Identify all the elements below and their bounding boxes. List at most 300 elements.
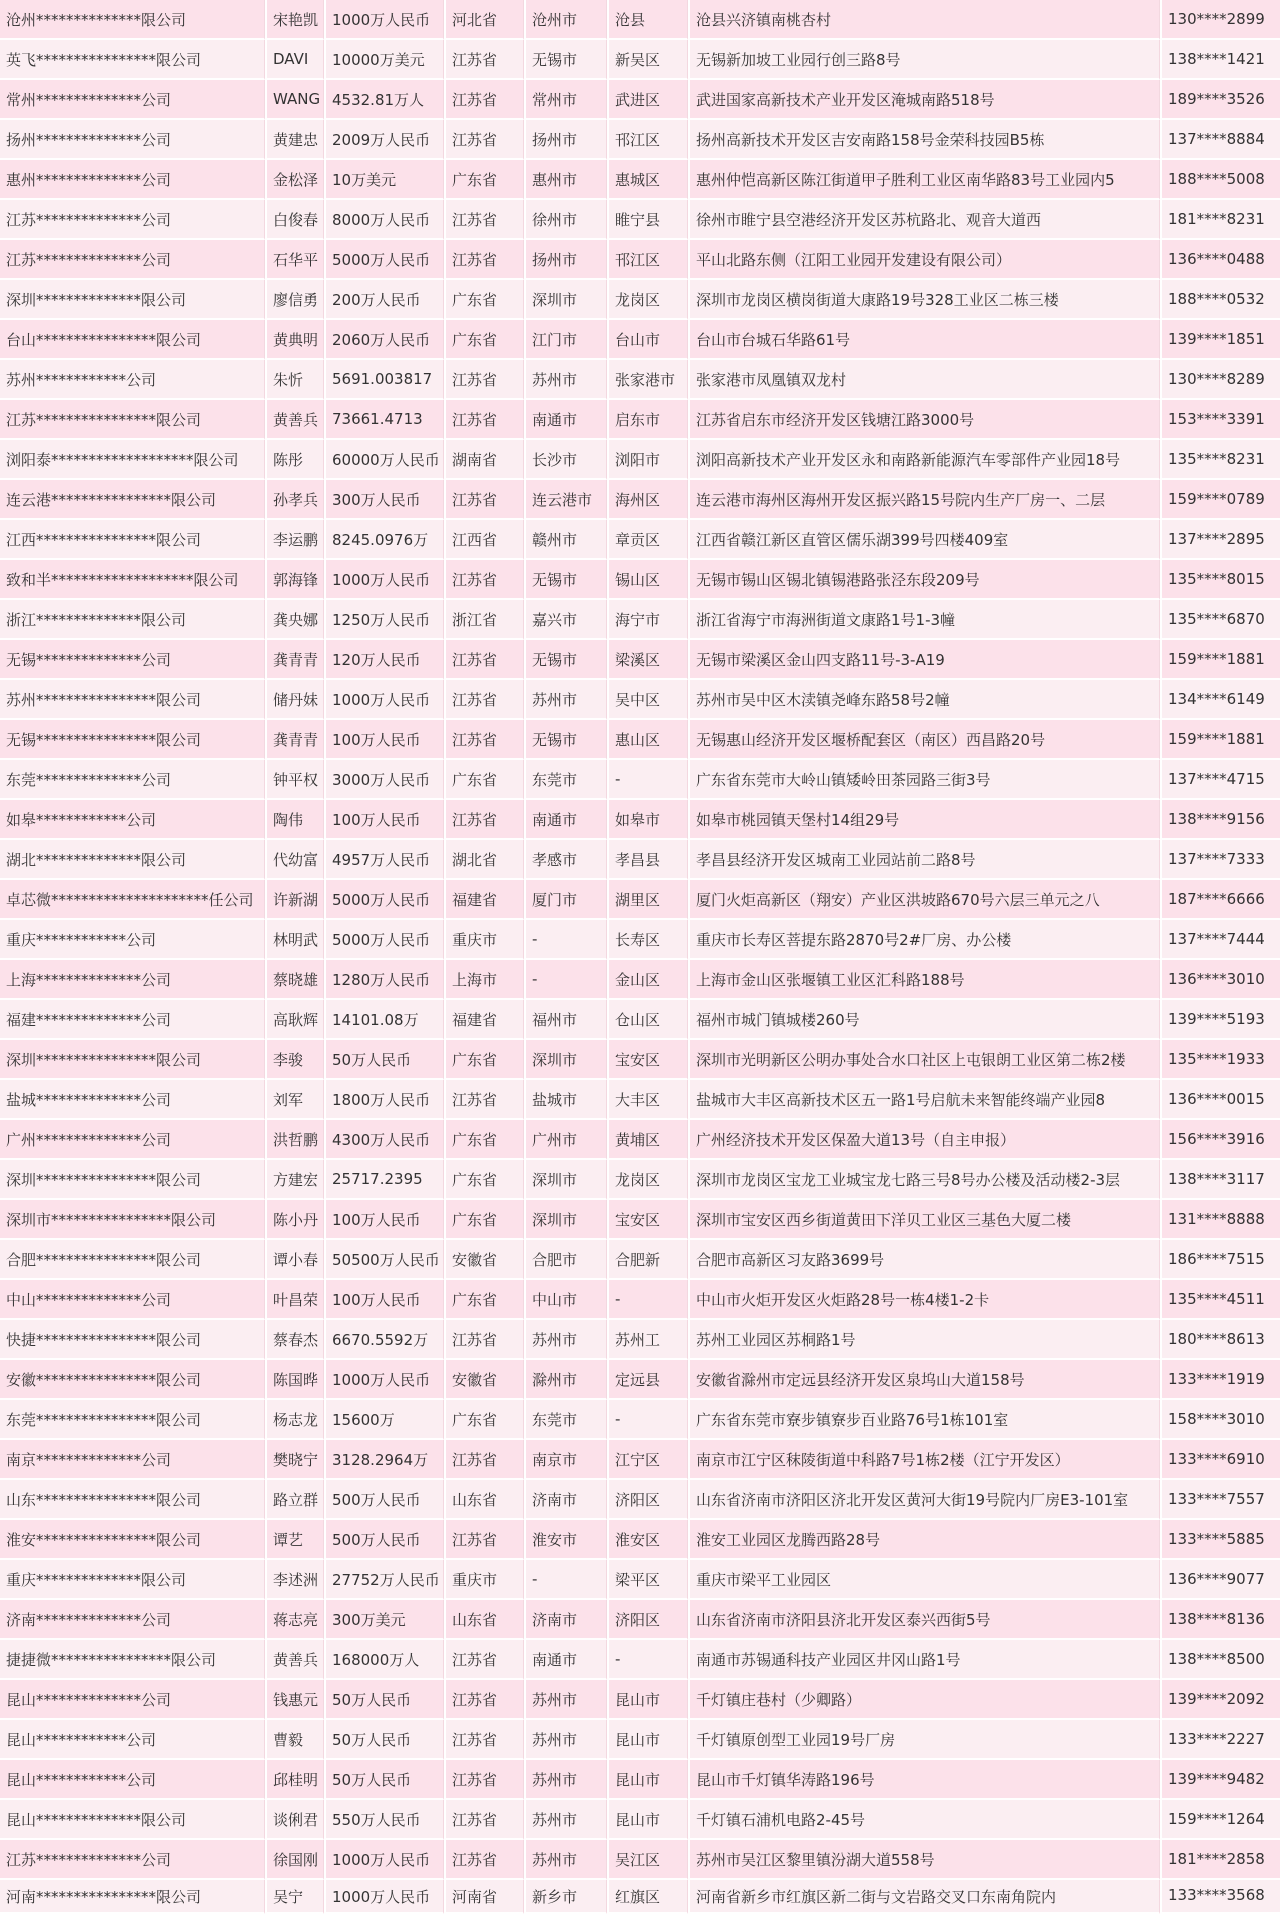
cell-legal-rep: 徐国刚: [267, 1840, 324, 1880]
cell-province: 江苏省: [446, 1520, 524, 1560]
cell-city: 苏州市: [526, 1800, 607, 1840]
cell-phone: 137****7444: [1162, 920, 1280, 960]
cell-district: 江宁区: [609, 1440, 688, 1480]
cell-address: 无锡惠山经济开发区堰桥配套区（南区）西昌路20号: [690, 720, 1160, 760]
cell-district: 梁溪区: [609, 640, 688, 680]
cell-registered-capital: 8000万人民币: [326, 200, 444, 240]
cell-phone: 181****8231: [1162, 200, 1280, 240]
cell-company-name: 山东****************限公司: [0, 1480, 265, 1520]
cell-district: 睢宁县: [609, 200, 688, 240]
table-row: [0, 880, 1280, 920]
cell-company-name: 沧州**************限公司: [0, 0, 265, 40]
cell-address: 江苏省启东市经济开发区钱塘江路3000号: [690, 400, 1160, 440]
cell-province: 江苏省: [446, 1680, 524, 1720]
cell-address: 千灯镇石浦机电路2-45号: [690, 1800, 1160, 1840]
cell-legal-rep: WANG: [267, 80, 324, 120]
cell-phone: 133****1919: [1162, 1360, 1280, 1400]
cell-company-name: 南京**************公司: [0, 1440, 265, 1480]
cell-registered-capital: 25717.2395: [326, 1160, 444, 1200]
cell-phone: 159****1881: [1162, 640, 1280, 680]
cell-province: 河南省: [446, 1880, 524, 1914]
cell-province: 浙江省: [446, 600, 524, 640]
cell-address: 张家港市凤凰镇双龙村: [690, 360, 1160, 400]
cell-legal-rep: 林明武: [267, 920, 324, 960]
cell-city: 赣州市: [526, 520, 607, 560]
table-row: [0, 1240, 1280, 1280]
cell-legal-rep: 陈国晔: [267, 1360, 324, 1400]
cell-legal-rep: 孙孝兵: [267, 480, 324, 520]
cell-legal-rep: 许新湖: [267, 880, 324, 920]
cell-address: 无锡市锡山区锡北镇锡港路张泾东段209号: [690, 560, 1160, 600]
cell-province: 江苏省: [446, 1720, 524, 1760]
cell-phone: 139****2092: [1162, 1680, 1280, 1720]
cell-registered-capital: 5000万人民币: [326, 920, 444, 960]
table-row: [0, 1880, 1280, 1914]
cell-city: 苏州市: [526, 1320, 607, 1360]
cell-phone: 188****0532: [1162, 280, 1280, 320]
cell-phone: 137****8884: [1162, 120, 1280, 160]
cell-city: 嘉兴市: [526, 600, 607, 640]
cell-province: 河北省: [446, 0, 524, 40]
table-row: [0, 120, 1280, 160]
cell-district: 如皋市: [609, 800, 688, 840]
cell-registered-capital: 10万美元: [326, 160, 444, 200]
cell-phone: 138****1421: [1162, 40, 1280, 80]
cell-registered-capital: 1250万人民币: [326, 600, 444, 640]
cell-city: 济南市: [526, 1600, 607, 1640]
cell-address: 苏州工业园区苏桐路1号: [690, 1320, 1160, 1360]
cell-legal-rep: 李述洲: [267, 1560, 324, 1600]
cell-company-name: 昆山************公司: [0, 1720, 265, 1760]
cell-phone: 138****8136: [1162, 1600, 1280, 1640]
cell-legal-rep: 龚央娜: [267, 600, 324, 640]
cell-phone: 139****9482: [1162, 1760, 1280, 1800]
cell-province: 广东省: [446, 1200, 524, 1240]
cell-registered-capital: 5691.003817: [326, 360, 444, 400]
cell-company-name: 浙江**************限公司: [0, 600, 265, 640]
cell-address: 浙江省海宁市海洲街道文康路1号1-3幢: [690, 600, 1160, 640]
table-row: [0, 1440, 1280, 1480]
cell-registered-capital: 8245.0976万: [326, 520, 444, 560]
cell-city: 东莞市: [526, 760, 607, 800]
table-row: [0, 840, 1280, 880]
cell-city: 徐州市: [526, 200, 607, 240]
table-row: [0, 800, 1280, 840]
cell-address: 昆山市千灯镇华涛路196号: [690, 1760, 1160, 1800]
cell-province: 安徽省: [446, 1360, 524, 1400]
cell-company-name: 东莞****************限公司: [0, 1400, 265, 1440]
cell-company-name: 捷捷微****************限公司: [0, 1640, 265, 1680]
cell-company-name: 台山****************限公司: [0, 320, 265, 360]
cell-registered-capital: 3128.2964万: [326, 1440, 444, 1480]
cell-legal-rep: 白俊春: [267, 200, 324, 240]
cell-registered-capital: 27752万人民币: [326, 1560, 444, 1600]
cell-province: 广东省: [446, 1400, 524, 1440]
cell-legal-rep: 宋艳凯: [267, 0, 324, 40]
cell-district: 长寿区: [609, 920, 688, 960]
cell-address: 千灯镇原创型工业园19号厂房: [690, 1720, 1160, 1760]
cell-company-name: 惠州**************公司: [0, 160, 265, 200]
cell-company-name: 上海**************公司: [0, 960, 265, 1000]
cell-city: 南通市: [526, 1640, 607, 1680]
cell-address: 福州市城门镇城楼260号: [690, 1000, 1160, 1040]
cell-legal-rep: 郭海锋: [267, 560, 324, 600]
table-row: [0, 1200, 1280, 1240]
cell-registered-capital: 300万美元: [326, 1600, 444, 1640]
cell-district: 浏阳市: [609, 440, 688, 480]
cell-phone: 130****8289: [1162, 360, 1280, 400]
cell-phone: 136****0015: [1162, 1080, 1280, 1120]
cell-company-name: 江苏**************公司: [0, 1840, 265, 1880]
cell-company-name: 重庆************公司: [0, 920, 265, 960]
cell-company-name: 东莞**************公司: [0, 760, 265, 800]
cell-district: 邗江区: [609, 240, 688, 280]
cell-registered-capital: 100万人民币: [326, 1280, 444, 1320]
table-row: [0, 1360, 1280, 1400]
cell-company-name: 昆山************公司: [0, 1760, 265, 1800]
table-row: [0, 40, 1280, 80]
cell-city: -: [526, 1560, 607, 1600]
cell-legal-rep: 吴宁: [267, 1880, 324, 1914]
cell-legal-rep: 路立群: [267, 1480, 324, 1520]
cell-district: 济阳区: [609, 1480, 688, 1520]
cell-phone: 158****3010: [1162, 1400, 1280, 1440]
cell-address: 扬州高新技术开发区吉安南路158号金荣科技园B5栋: [690, 120, 1160, 160]
table-row: [0, 1600, 1280, 1640]
cell-district: 仓山区: [609, 1000, 688, 1040]
cell-phone: 131****8888: [1162, 1200, 1280, 1240]
cell-registered-capital: 50万人民币: [326, 1680, 444, 1720]
cell-province: 广东省: [446, 1160, 524, 1200]
cell-city: 苏州市: [526, 1840, 607, 1880]
cell-registered-capital: 300万人民币: [326, 480, 444, 520]
table-row: [0, 1720, 1280, 1760]
cell-company-name: 江西****************限公司: [0, 520, 265, 560]
cell-phone: 137****2895: [1162, 520, 1280, 560]
cell-legal-rep: 代幼富: [267, 840, 324, 880]
cell-city: 深圳市: [526, 1040, 607, 1080]
cell-registered-capital: 2009万人民币: [326, 120, 444, 160]
cell-phone: 137****4715: [1162, 760, 1280, 800]
cell-legal-rep: 谈俐君: [267, 1800, 324, 1840]
table-row: [0, 720, 1280, 760]
cell-city: 沧州市: [526, 0, 607, 40]
cell-city: 福州市: [526, 1000, 607, 1040]
table-row: [0, 440, 1280, 480]
cell-address: 武进国家高新技术产业开发区淹城南路518号: [690, 80, 1160, 120]
cell-legal-rep: 谭艺: [267, 1520, 324, 1560]
cell-province: 广东省: [446, 320, 524, 360]
cell-province: 江苏省: [446, 1760, 524, 1800]
cell-district: 济阳区: [609, 1600, 688, 1640]
cell-company-name: 深圳市****************限公司: [0, 1200, 265, 1240]
cell-phone: 187****6666: [1162, 880, 1280, 920]
cell-phone: 135****8231: [1162, 440, 1280, 480]
cell-city: 南京市: [526, 1440, 607, 1480]
cell-district: 启东市: [609, 400, 688, 440]
cell-province: 江苏省: [446, 560, 524, 600]
cell-company-name: 深圳****************限公司: [0, 1160, 265, 1200]
table-row: [0, 560, 1280, 600]
table-row: [0, 1480, 1280, 1520]
cell-phone: 136****3010: [1162, 960, 1280, 1000]
cell-province: 湖北省: [446, 840, 524, 880]
cell-phone: 133****3568: [1162, 1880, 1280, 1914]
cell-registered-capital: 4957万人民币: [326, 840, 444, 880]
table-row: [0, 1520, 1280, 1560]
cell-registered-capital: 1000万人民币: [326, 1360, 444, 1400]
cell-company-name: 重庆**************限公司: [0, 1560, 265, 1600]
cell-registered-capital: 500万人民币: [326, 1520, 444, 1560]
cell-city: -: [526, 920, 607, 960]
cell-city: 孝感市: [526, 840, 607, 880]
cell-registered-capital: 2060万人民币: [326, 320, 444, 360]
cell-district: 台山市: [609, 320, 688, 360]
cell-phone: 136****9077: [1162, 1560, 1280, 1600]
cell-legal-rep: 蒋志亮: [267, 1600, 324, 1640]
cell-district: 苏州工: [609, 1320, 688, 1360]
table-row: [0, 760, 1280, 800]
cell-phone: 133****5885: [1162, 1520, 1280, 1560]
cell-district: 新吴区: [609, 40, 688, 80]
cell-legal-rep: 樊晓宁: [267, 1440, 324, 1480]
table-row: [0, 320, 1280, 360]
cell-legal-rep: 高耿辉: [267, 1000, 324, 1040]
cell-address: 南通市苏锡通科技产业园区井冈山路1号: [690, 1640, 1160, 1680]
cell-district: 宝安区: [609, 1040, 688, 1080]
cell-address: 无锡新加坡工业园行创三路8号: [690, 40, 1160, 80]
cell-address: 连云港市海州区海州开发区振兴路15号院内生产厂房一、二层: [690, 480, 1160, 520]
cell-address: 广东省东莞市大岭山镇矮岭田茶园路三街3号: [690, 760, 1160, 800]
cell-registered-capital: 1000万人民币: [326, 560, 444, 600]
cell-district: 海州区: [609, 480, 688, 520]
table-row: [0, 600, 1280, 640]
cell-province: 江苏省: [446, 120, 524, 160]
cell-registered-capital: 15600万: [326, 1400, 444, 1440]
cell-province: 福建省: [446, 1000, 524, 1040]
cell-district: 昆山市: [609, 1760, 688, 1800]
cell-province: 江苏省: [446, 640, 524, 680]
cell-province: 江苏省: [446, 40, 524, 80]
cell-province: 广东省: [446, 160, 524, 200]
cell-address: 苏州市吴中区木渎镇尧峰东路58号2幢: [690, 680, 1160, 720]
cell-address: 平山北路东侧（江阳工业园开发建设有限公司）: [690, 240, 1160, 280]
cell-phone: 135****1933: [1162, 1040, 1280, 1080]
cell-phone: 159****1264: [1162, 1800, 1280, 1840]
table-row: [0, 520, 1280, 560]
cell-address: 重庆市长寿区菩提东路2870号2#厂房、办公楼: [690, 920, 1160, 960]
cell-phone: 159****1881: [1162, 720, 1280, 760]
table-row: [0, 1280, 1280, 1320]
cell-address: 深圳市宝安区西乡街道黄田下洋贝工业区三基色大厦二楼: [690, 1200, 1160, 1240]
cell-address: 深圳市龙岗区横岗街道大康路19号328工业区二栋三楼: [690, 280, 1160, 320]
cell-company-name: 深圳****************限公司: [0, 1040, 265, 1080]
cell-company-name: 广州**************公司: [0, 1120, 265, 1160]
cell-district: 宝安区: [609, 1200, 688, 1240]
cell-phone: 138****3117: [1162, 1160, 1280, 1200]
cell-city: -: [526, 960, 607, 1000]
cell-legal-rep: 邱桂明: [267, 1760, 324, 1800]
cell-legal-rep: 蔡春杰: [267, 1320, 324, 1360]
cell-district: 金山区: [609, 960, 688, 1000]
cell-company-name: 江苏****************限公司: [0, 400, 265, 440]
table-row: [0, 1120, 1280, 1160]
cell-address: 合肥市高新区习友路3699号: [690, 1240, 1160, 1280]
cell-company-name: 快捷****************限公司: [0, 1320, 265, 1360]
cell-phone: 156****3916: [1162, 1120, 1280, 1160]
cell-district: -: [609, 760, 688, 800]
cell-phone: 133****2227: [1162, 1720, 1280, 1760]
cell-address: 广东省东莞市寮步镇寮步百业路76号1栋101室: [690, 1400, 1160, 1440]
table-row: [0, 960, 1280, 1000]
cell-address: 如皋市桃园镇天堡村14组29号: [690, 800, 1160, 840]
cell-address: 盐城市大丰区高新技术区五一路1号启航未来智能终端产业园8: [690, 1080, 1160, 1120]
table-row: [0, 200, 1280, 240]
cell-registered-capital: 1280万人民币: [326, 960, 444, 1000]
cell-province: 江苏省: [446, 1640, 524, 1680]
cell-city: 惠州市: [526, 160, 607, 200]
cell-address: 台山市台城石华路61号: [690, 320, 1160, 360]
cell-city: 长沙市: [526, 440, 607, 480]
cell-province: 江苏省: [446, 1320, 524, 1360]
cell-legal-rep: 陈彤: [267, 440, 324, 480]
cell-address: 惠州仲恺高新区陈江街道甲子胜利工业区南华路83号工业园内5: [690, 160, 1160, 200]
cell-city: 广州市: [526, 1120, 607, 1160]
cell-city: 苏州市: [526, 1760, 607, 1800]
table-row: [0, 1320, 1280, 1360]
cell-district: 定远县: [609, 1360, 688, 1400]
cell-registered-capital: 550万人民币: [326, 1800, 444, 1840]
cell-phone: 181****2858: [1162, 1840, 1280, 1880]
cell-registered-capital: 168000万人: [326, 1640, 444, 1680]
table-row: [0, 1840, 1280, 1880]
cell-district: 红旗区: [609, 1880, 688, 1914]
table-row: [0, 1000, 1280, 1040]
cell-province: 江苏省: [446, 1800, 524, 1840]
cell-address: 河南省新乡市红旗区新二街与文岩路交叉口东南角院内: [690, 1880, 1160, 1914]
cell-company-name: 江苏**************公司: [0, 240, 265, 280]
cell-company-name: 扬州**************公司: [0, 120, 265, 160]
cell-district: 吴中区: [609, 680, 688, 720]
cell-legal-rep: 蔡晓雄: [267, 960, 324, 1000]
cell-province: 安徽省: [446, 1240, 524, 1280]
cell-legal-rep: 龚青青: [267, 640, 324, 680]
table-row: [0, 640, 1280, 680]
cell-district: -: [609, 1400, 688, 1440]
cell-legal-rep: 金松泽: [267, 160, 324, 200]
cell-province: 广东省: [446, 1040, 524, 1080]
cell-city: 东莞市: [526, 1400, 607, 1440]
cell-registered-capital: 120万人民币: [326, 640, 444, 680]
table-row: [0, 280, 1280, 320]
cell-province: 重庆市: [446, 1560, 524, 1600]
cell-province: 福建省: [446, 880, 524, 920]
cell-district: 章贡区: [609, 520, 688, 560]
cell-legal-rep: 方建宏: [267, 1160, 324, 1200]
cell-legal-rep: 叶昌荣: [267, 1280, 324, 1320]
cell-phone: 133****6910: [1162, 1440, 1280, 1480]
cell-city: 苏州市: [526, 680, 607, 720]
cell-province: 江苏省: [446, 80, 524, 120]
cell-legal-rep: 陶伟: [267, 800, 324, 840]
cell-registered-capital: 50万人民币: [326, 1720, 444, 1760]
cell-phone: 133****7557: [1162, 1480, 1280, 1520]
cell-company-name: 安徽****************限公司: [0, 1360, 265, 1400]
cell-company-name: 福建**************公司: [0, 1000, 265, 1040]
cell-district: 惠城区: [609, 160, 688, 200]
cell-province: 重庆市: [446, 920, 524, 960]
cell-city: 苏州市: [526, 1720, 607, 1760]
cell-legal-rep: 杨志龙: [267, 1400, 324, 1440]
cell-province: 江苏省: [446, 400, 524, 440]
cell-district: 沧县: [609, 0, 688, 40]
cell-registered-capital: 5000万人民币: [326, 240, 444, 280]
cell-registered-capital: 50500万人民币: [326, 1240, 444, 1280]
cell-registered-capital: 4532.81万人: [326, 80, 444, 120]
table-row: [0, 0, 1280, 40]
cell-province: 江苏省: [446, 1080, 524, 1120]
cell-legal-rep: 钱惠元: [267, 1680, 324, 1720]
cell-phone: 135****6870: [1162, 600, 1280, 640]
cell-city: 无锡市: [526, 640, 607, 680]
cell-district: 龙岗区: [609, 1160, 688, 1200]
cell-company-name: 深圳**************限公司: [0, 280, 265, 320]
cell-city: 无锡市: [526, 720, 607, 760]
cell-province: 江苏省: [446, 360, 524, 400]
cell-district: 海宁市: [609, 600, 688, 640]
cell-province: 山东省: [446, 1480, 524, 1520]
cell-address: 安徽省滁州市定远县经济开发区泉坞山大道158号: [690, 1360, 1160, 1400]
table-row: [0, 480, 1280, 520]
table-row: [0, 160, 1280, 200]
cell-registered-capital: 200万人民币: [326, 280, 444, 320]
cell-province: 上海市: [446, 960, 524, 1000]
cell-district: 邗江区: [609, 120, 688, 160]
cell-phone: 159****0789: [1162, 480, 1280, 520]
cell-company-name: 中山**************公司: [0, 1280, 265, 1320]
cell-company-name: 济南**************公司: [0, 1600, 265, 1640]
cell-province: 江苏省: [446, 240, 524, 280]
cell-registered-capital: 3000万人民币: [326, 760, 444, 800]
table-row: [0, 80, 1280, 120]
cell-company-name: 淮安****************限公司: [0, 1520, 265, 1560]
cell-legal-rep: 龚青青: [267, 720, 324, 760]
cell-legal-rep: 钟平权: [267, 760, 324, 800]
cell-city: 连云港市: [526, 480, 607, 520]
cell-company-name: 卓芯微*********************任公司: [0, 880, 265, 920]
table-row: [0, 1160, 1280, 1200]
table-row: [0, 1800, 1280, 1840]
cell-phone: 138****8500: [1162, 1640, 1280, 1680]
cell-city: 常州市: [526, 80, 607, 120]
cell-district: 龙岗区: [609, 280, 688, 320]
cell-legal-rep: 谭小春: [267, 1240, 324, 1280]
cell-address: 孝昌县经济开发区城南工业园站前二路8号: [690, 840, 1160, 880]
cell-company-name: 无锡**************公司: [0, 640, 265, 680]
cell-legal-rep: 曹毅: [267, 1720, 324, 1760]
cell-address: 上海市金山区张堰镇工业区汇科路188号: [690, 960, 1160, 1000]
cell-city: 深圳市: [526, 1160, 607, 1200]
cell-city: 滁州市: [526, 1360, 607, 1400]
table-row: [0, 920, 1280, 960]
cell-address: 重庆市梁平工业园区: [690, 1560, 1160, 1600]
cell-district: 张家港市: [609, 360, 688, 400]
cell-legal-rep: 石华平: [267, 240, 324, 280]
cell-district: 武进区: [609, 80, 688, 120]
table-row: [0, 680, 1280, 720]
cell-city: 盐城市: [526, 1080, 607, 1120]
cell-city: 济南市: [526, 1480, 607, 1520]
